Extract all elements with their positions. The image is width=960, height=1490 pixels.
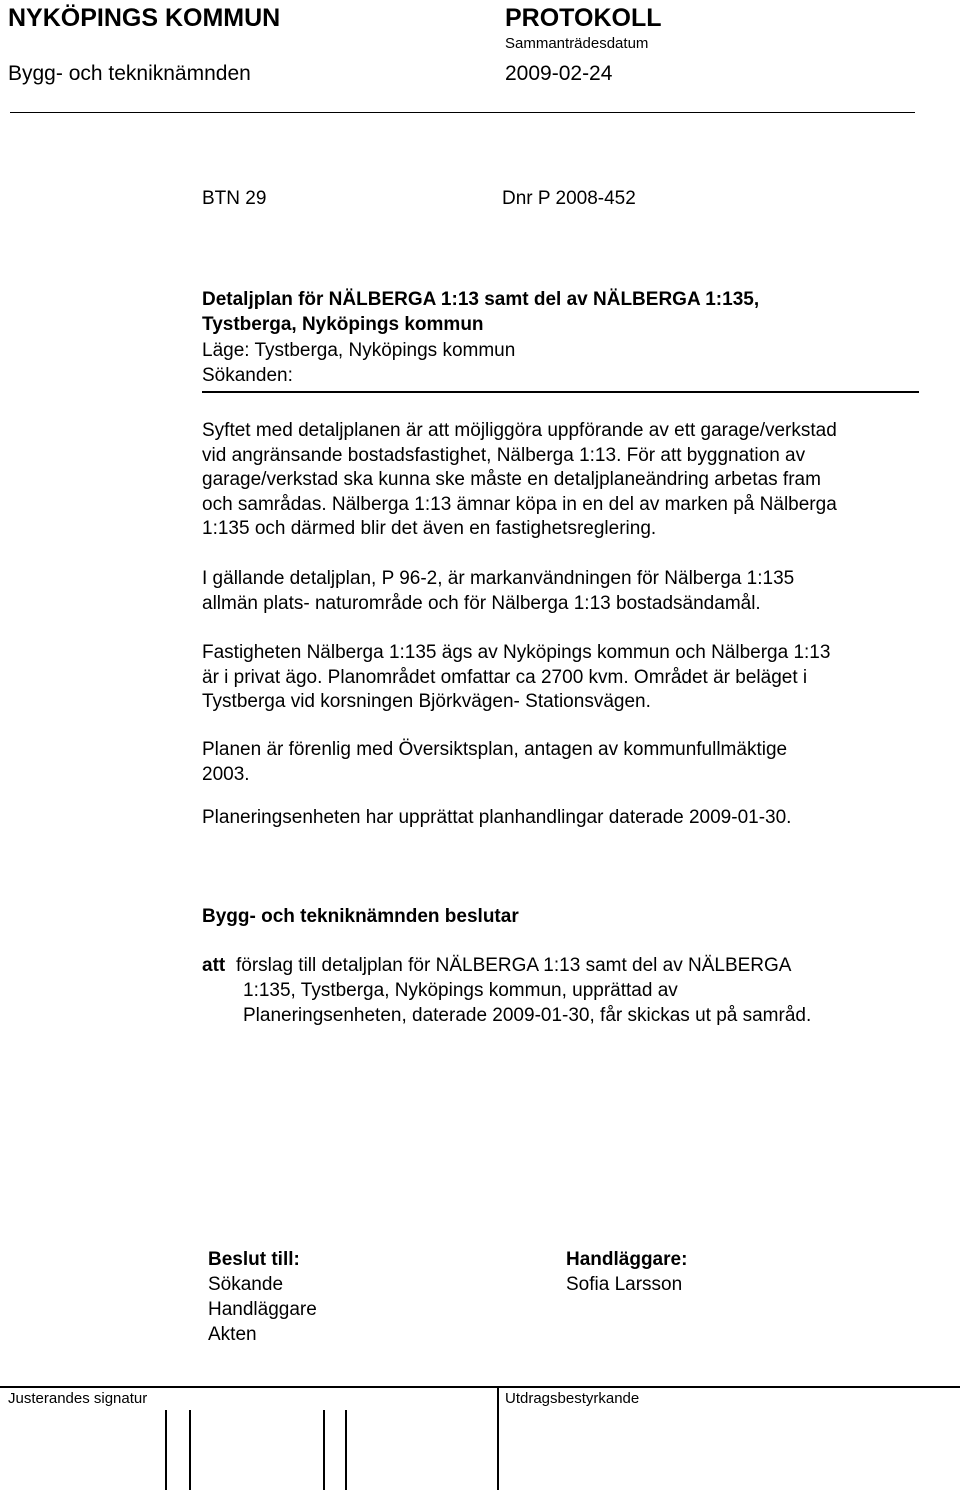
footer-divider [0, 1386, 960, 1388]
paragraph-line: Fastigheten Nälberga 1:135 ägs av Nyköpings kommun och Nälberga 1:13 [202, 642, 831, 663]
distribution-heading: Beslut till: [208, 1249, 300, 1270]
paragraph-line: garage/verkstad ska kunna ske måste en detaljplaneändring arbetas fram [202, 469, 821, 490]
distribution-item: Handläggare [208, 1299, 317, 1320]
paragraph-current-plan [202, 567, 922, 616]
paragraph-line: vid angränsande bostadsfastighet, Nälberga 1:13. För att byggnation av [202, 444, 806, 466]
paragraph-ownership [202, 641, 922, 715]
meeting-date: 2009-02-24 [505, 62, 613, 85]
title-line-2: Tystberga, Nyköpings kommun [202, 314, 484, 335]
applicant-line: Sökanden: [202, 365, 293, 386]
decision-line-1: förslag till detaljplan för NÄLBERGA 1:13 samt del av NÄLBERGA [236, 955, 792, 976]
paragraph-line: I gällande detaljplan, P 96-2, är markanvändningen för Nälberga 1:135 [202, 568, 795, 589]
decision-line-3: Planeringsenheten, daterade 2009-01-30, får skickas ut på samråd. [243, 1005, 812, 1026]
paragraph-line: är i privat ägo. Planområdet omfattar ca 2700 kvm. Området är beläget i [202, 666, 808, 688]
paragraph-line: Tystberga vid korsningen Björkvägen- Stationsvägen. [202, 691, 651, 712]
case-number: BTN 29 [202, 188, 267, 209]
organization-name: NYKÖPINGS KOMMUN [8, 4, 281, 32]
handler-name: Sofia Larsson [566, 1274, 683, 1295]
meeting-date-label: Sammanträdesdatum [505, 35, 649, 52]
paragraph-comprehensive-plan [202, 738, 922, 787]
paragraph-line: 2003. [202, 763, 250, 785]
paragraph-line: allmän plats- naturområde och för Nälberga 1:13 bostadsändamål. [202, 592, 761, 614]
title-line-1: Detaljplan för NÄLBERGA 1:13 samt del av NÄLBERGA 1:135, [202, 289, 760, 310]
signature-box-divider [323, 1410, 325, 1490]
title-underline [202, 391, 919, 393]
registration-number: Dnr P 2008-452 [502, 188, 636, 209]
signature-label: Justerandes signatur [8, 1390, 148, 1407]
committee-name: Bygg- och tekniknämnden [8, 62, 251, 85]
location-line: Läge: Tystberga, Nyköpings kommun [202, 340, 516, 361]
paragraph-line: 1:135 och därmed blir det även en fastighetsreglering. [202, 518, 657, 539]
header-divider [10, 112, 915, 113]
signature-box-divider [345, 1410, 347, 1490]
document-type: PROTOKOLL [505, 4, 662, 32]
distribution-item: Sökande [208, 1274, 284, 1295]
decision-heading: Bygg- och tekniknämnden beslutar [202, 906, 519, 927]
paragraph-line: Planen är förenlig med Översiktsplan, antagen av kommunfullmäktige [202, 739, 788, 760]
distribution-item: Akten [208, 1324, 257, 1345]
signature-box-divider [189, 1410, 191, 1490]
extract-certification-label: Utdragsbestyrkande [505, 1390, 640, 1407]
paragraph-line: Syftet med detaljplanen är att möjliggöra uppförande av ett garage/verkstad [202, 420, 837, 441]
paragraph-line: Planeringsenheten har upprättat planhandlingar daterade 2009-01-30. [202, 807, 792, 828]
handler-heading: Handläggare: [566, 1249, 688, 1270]
footer-column-divider [497, 1386, 499, 1490]
decision-att: att [202, 955, 226, 976]
decision-line-2: 1:135, Tystberga, Nyköpings kommun, upprättad av [243, 980, 678, 1001]
signature-box-divider [165, 1410, 167, 1490]
paragraph-purpose [202, 419, 922, 542]
paragraph-planning-unit [202, 806, 922, 831]
paragraph-line: och samrådas. Nälberga 1:13 ämnar köpa in en del av marken på Nälberga [202, 493, 837, 515]
